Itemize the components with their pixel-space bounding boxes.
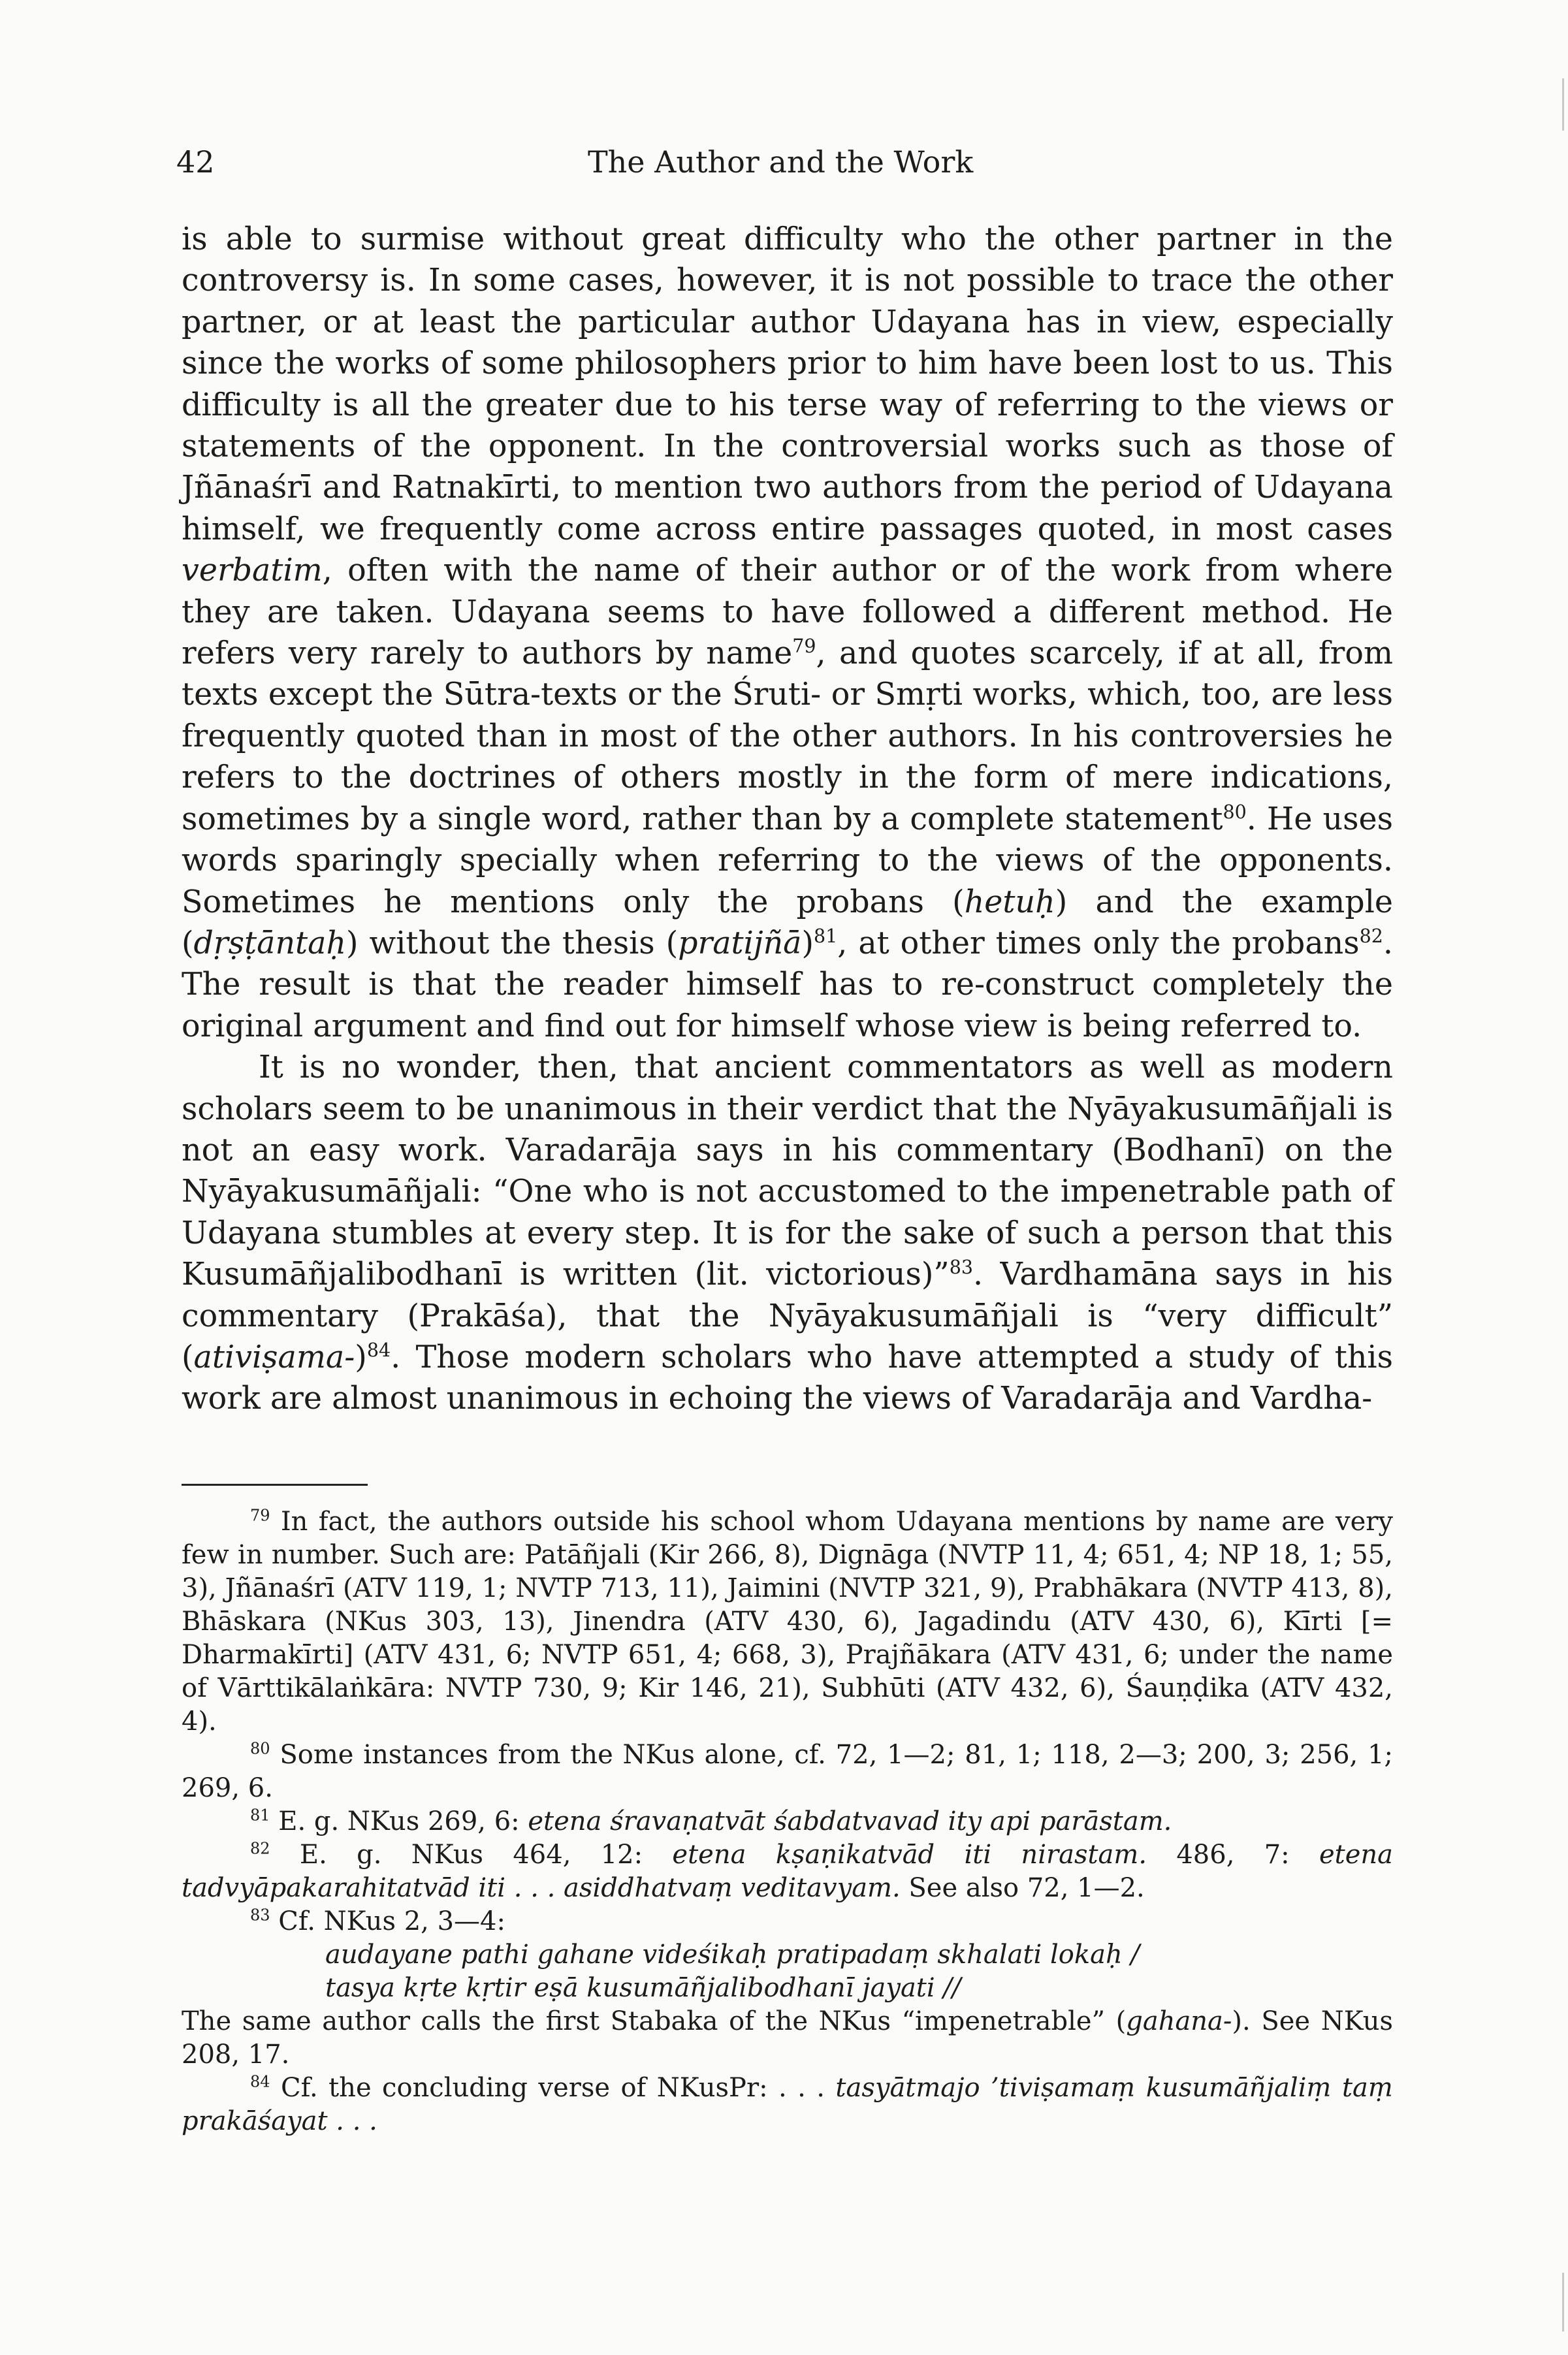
- footnote-quote: etena tadvyāpakarahitatvād iti . . . asiddhatvaṃ veditavyam.: [182, 1840, 1394, 1903]
- footnote-ref-81[interactable]: 81: [814, 925, 838, 948]
- footnote-text: E. g. NKus 464, 12:: [299, 1840, 673, 1870]
- footnote-ref-82[interactable]: 82: [1359, 925, 1383, 948]
- italic-term: hetuḥ: [964, 884, 1055, 920]
- page-number: 42: [176, 144, 215, 180]
- text-run: is able to surmise without great difficulty who the other partner in the controversy is. In some cases, however, it is not possible to trace the other partner, or at least the particular author Udayana has in view, especially since the works of some philosophers prior to him have been lost to us. This difficulty is all the greater due to his terse way of referring to the views or statements of the opponent. In the controversial works such as those of Jñānaśrī and Ratnakīrti, to mention two authors from the period of Udayana himself, we frequently come across entire passages quoted, in most cases: [182, 221, 1393, 547]
- text-run: , often with the name of their author or of the work from where they are taken. Udayana seems to have followed a different method. He refers very rarely to authors by name: [182, 553, 1393, 672]
- footnote-text: E. g. NKus 269, 6:: [278, 1806, 528, 1836]
- verse-line-2: tasya kṛte kṛtir eṣā kusumāñjalibodhanī jayati //: [325, 1973, 961, 2003]
- footnotes: [182, 1505, 1393, 2138]
- italic-term: dṛṣṭāntaḥ: [193, 925, 347, 961]
- text-run: , and quotes scarcely, if at all, from texts except the Sūtra-texts or the Śruti- or Smṛti works, which, too, are less frequently quoted than in most of the other authors. In his controversies he refers to the doctrines of others mostly in the form of mere indications, sometimes by a single word, rather than by a complete statement: [182, 635, 1393, 837]
- footnote-ref-80[interactable]: 80: [1223, 801, 1247, 823]
- text-run: , at other times only the probans: [837, 925, 1360, 961]
- scan-edge-mark: [1562, 2273, 1564, 2331]
- footnote-quote: etena śravaṇatvāt śabdatvavad ity api parāstam.: [528, 1806, 1172, 1836]
- text-run: ) without the thesis (: [346, 925, 679, 961]
- italic-term: ativiṣama-: [193, 1339, 355, 1375]
- footnote-quote: tasyātmajo ’tiviṣamaṃ kusumāñjaliṃ taṃ prakāśayat . . .: [182, 2073, 1393, 2136]
- text-run: ) and the example (: [182, 884, 1393, 961]
- footnote-text: 486, 7:: [1147, 1840, 1319, 1870]
- footnote-79: [182, 1505, 1393, 1738]
- footnote-83-continuation: [182, 2005, 1393, 2072]
- italic-term: pratijñā: [678, 925, 802, 961]
- footnote-82: [182, 1838, 1393, 1905]
- italic-term: gahana-: [1126, 2006, 1232, 2036]
- footnote-number: 83: [250, 1906, 270, 1925]
- verse-line-1: audayane pathi gahane videśikaḥ pratipadaṃ skhalati lokaḥ /: [325, 1940, 1140, 1970]
- footnote-text: Some instances from the NKus alone, cf. 72, 1—2; 81, 1; 118, 2—3; 200, 3; 256, 1; 269, 6.: [182, 1740, 1394, 1803]
- text-run: It is no wonder, then, that ancient commentators as well as modern scholars seem to be unanimous in their verdict that the Nyāyakusumāñjali is not an easy work. Varadarāja says in his commentary (Bodhanī) on the Nyāyakusumāñjali: “One who is not accustomed to the impenetrable path of Udayana stumbles at every step. It is for the sake of such a person that this Kusumāñjalibodhanī is written (lit. victorious)”: [182, 1049, 1393, 1293]
- footnote-number: 84: [250, 2072, 270, 2091]
- text-run: ): [355, 1339, 367, 1375]
- text-run: . Those modern scholars who have attempted a study of this work are almost unanimous in echoing the views of Varadarāja and Vardha-: [182, 1339, 1393, 1417]
- footnote-text: ). See NKus 208, 17.: [182, 2006, 1393, 2070]
- footnote-text: Cf. NKus 2, 3—4:: [278, 1906, 505, 1936]
- footnote-text: See also 72, 1—2.: [900, 1873, 1145, 1903]
- footnote-80: [182, 1738, 1393, 1805]
- footnote-quote: etena kṣaṇikatvād iti nirastam.: [672, 1840, 1147, 1870]
- scan-edge-mark: [1562, 78, 1564, 131]
- paragraph-1: [182, 219, 1393, 1047]
- footnote-divider: [182, 1484, 368, 1486]
- main-text: [182, 219, 1393, 1420]
- paragraph-2: [182, 1047, 1393, 1420]
- italic-term: verbatim: [182, 553, 323, 589]
- footnote-83: [182, 1905, 1393, 1938]
- text-run: . The result is that the reader himself has to re-construct completely the original argument and find out for himself whose view is being referred to.: [182, 925, 1393, 1044]
- footnote-number: 80: [250, 1739, 270, 1758]
- footnote-ref-84[interactable]: 84: [366, 1339, 391, 1362]
- running-title: The Author and the Work: [588, 144, 974, 180]
- footnote-text: In fact, the authors outside his school whom Udayana mentions by name are very few in number. Such are: Patāñjali (Kir 266, 8), Dignāga (NVTP 11, 4; 651, 4; NP 18, 1; 55, 3), Jñānaśrī (ATV 119, 1; NVTP 713, 11), Jaimini (NVTP 321, 9), Prabhākara (NVTP 413, 8), Bhāskara (NKus 303, 13), Jinendra (ATV 430, 6), Jagadindu (ATV 430, 6), Kīrti [= Dharmakīrti] (ATV 431, 6; NVTP 651, 4; 668, 3), Prajñākara (ATV 431, 6; under the name of Vārttikālaṅkāra: NVTP 730, 9; Kir 146, 21), Subhūti (ATV 432, 6), Śauṇḍika (ATV 432, 4).: [182, 1507, 1393, 1737]
- footnote-number: 79: [250, 1506, 270, 1525]
- footnote-84: [182, 2072, 1393, 2138]
- text-run: . He uses words sparingly specially when referring to the views of the opponents. Sometimes he mentions only the probans (: [182, 801, 1393, 920]
- footnote-ref-79[interactable]: 79: [792, 635, 816, 658]
- footnote-text: Cf. the concluding verse of NKusPr: . . .: [280, 2073, 836, 2103]
- footnote-81: [182, 1805, 1393, 1838]
- footnote-number: 82: [250, 1839, 270, 1858]
- footnote-text: The same author calls the first Stabaka of the NKus “impenetrable” (: [182, 2006, 1127, 2036]
- text-run: ): [801, 925, 814, 961]
- text-run: . Vardhamāna says in his commentary (Prakāśa), that the Nyāyakusumāñjali is “very difficult” (: [182, 1257, 1393, 1375]
- footnote-ref-83[interactable]: 83: [949, 1257, 973, 1279]
- footnote-number: 81: [250, 1806, 270, 1825]
